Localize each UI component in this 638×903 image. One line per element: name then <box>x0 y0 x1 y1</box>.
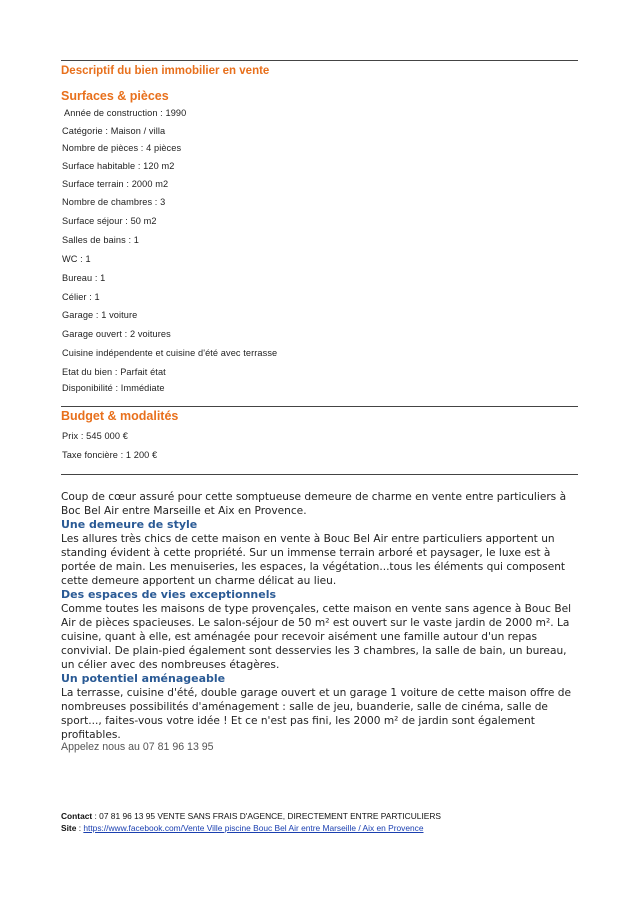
spec-item: Disponibilité : Immédiate <box>62 383 165 393</box>
section-paragraph: Les allures très chics de cette maison en vente à Bouc Bel Air entre particuliers apportent un standing évident à cette propriété. Sur un immense terrain arboré et paysager, le luxe est à portée de main. Les menuiseries, les espaces, la végétation...tous les éléments qui composent cette demeure apportent un charme délicat au lieu. <box>61 533 566 587</box>
site-separator: : <box>78 823 82 833</box>
section-title: Un potentiel aménageable <box>61 672 226 685</box>
spec-item: Etat du bien : Parfait état <box>62 367 166 377</box>
footer-site <box>61 823 424 833</box>
footer-contact <box>61 811 441 821</box>
top-divider <box>61 60 578 61</box>
section-title: Une demeure de style <box>61 518 198 531</box>
spec-item: WC : 1 <box>62 254 91 264</box>
site-label: Site <box>61 823 77 833</box>
description <box>61 490 578 742</box>
section-paragraph: Comme toutes les maisons de type provençales, cette maison en vente sans agence à Bouc Bel Air de pièces spacieuses. Le salon-séjour de 50 m² est ouvert sur le vaste jardin de 2000 m². La cuisine, quant à elle, est aménagée pour recevoir aisément une famille autour d'un repas convivial. De plain-pied également sont desservies les 3 chambres, la salle de bain, un bureau, un célier avec des nombreuses étagères. <box>61 603 572 671</box>
spec-item: Surface habitable : 120 m2 <box>62 161 175 171</box>
spec-item: Garage : 1 voiture <box>62 310 138 320</box>
contact-text: : 07 81 96 13 95 VENTE SANS FRAIS D'AGENCE, DIRECTEMENT ENTRE PARTICULIERS <box>94 811 441 821</box>
surfaces-title: Surfaces & pièces <box>61 89 169 103</box>
section-paragraph: La terrasse, cuisine d'été, double garage ouvert et un garage 1 voiture de cette maison offre de nombreuses possibilités d'aménagement : salle de jeu, buanderie, salle de cinéma, salle de sport..., faites-vous votre idée ! Et ce n'est pas fini, les 2000 m² de jardin sont également profitables. <box>61 687 572 741</box>
spec-item: Surface séjour : 50 m2 <box>62 216 157 226</box>
spec-item: Catégorie : Maison / villa <box>62 126 166 136</box>
spec-item: Bureau : 1 <box>62 273 106 283</box>
spec-item: Garage ouvert : 2 voitures <box>62 329 171 339</box>
spec-item: Nombre de chambres : 3 <box>62 197 166 207</box>
budget-item: Prix : 545 000 € <box>62 431 128 441</box>
contact-label: Contact <box>61 811 93 821</box>
description-divider <box>61 474 578 475</box>
intro-paragraph: Coup de cœur assuré pour cette somptueuse demeure de charme en vente entre particuliers à Boc Bel Air entre Marseille et Aix en Provence. <box>61 491 567 517</box>
spec-item: Salles de bains : 1 <box>62 235 139 245</box>
budget-title: Budget & modalités <box>61 409 179 423</box>
call-line: Appelez nous au 07 81 96 13 95 <box>61 741 214 753</box>
budget-item: Taxe foncière : 1 200 € <box>62 450 158 460</box>
budget-divider <box>61 406 578 407</box>
spec-item: Célier : 1 <box>62 292 100 302</box>
spec-item: Surface terrain : 2000 m2 <box>62 179 169 189</box>
section-title: Des espaces de vies exceptionnels <box>61 588 277 601</box>
page-heading: Descriptif du bien immobilier en vente <box>61 65 270 77</box>
spec-item: Nombre de pièces : 4 pièces <box>62 143 182 153</box>
spec-item: Cuisine indépendente et cuisine d'été avec terrasse <box>62 348 278 358</box>
site-link[interactable]: https://www.facebook.com/Vente Ville piscine Bouc Bel Air entre Marseille / Aix en Provence <box>83 823 424 833</box>
spec-item: Année de construction : 1990 <box>64 108 187 118</box>
